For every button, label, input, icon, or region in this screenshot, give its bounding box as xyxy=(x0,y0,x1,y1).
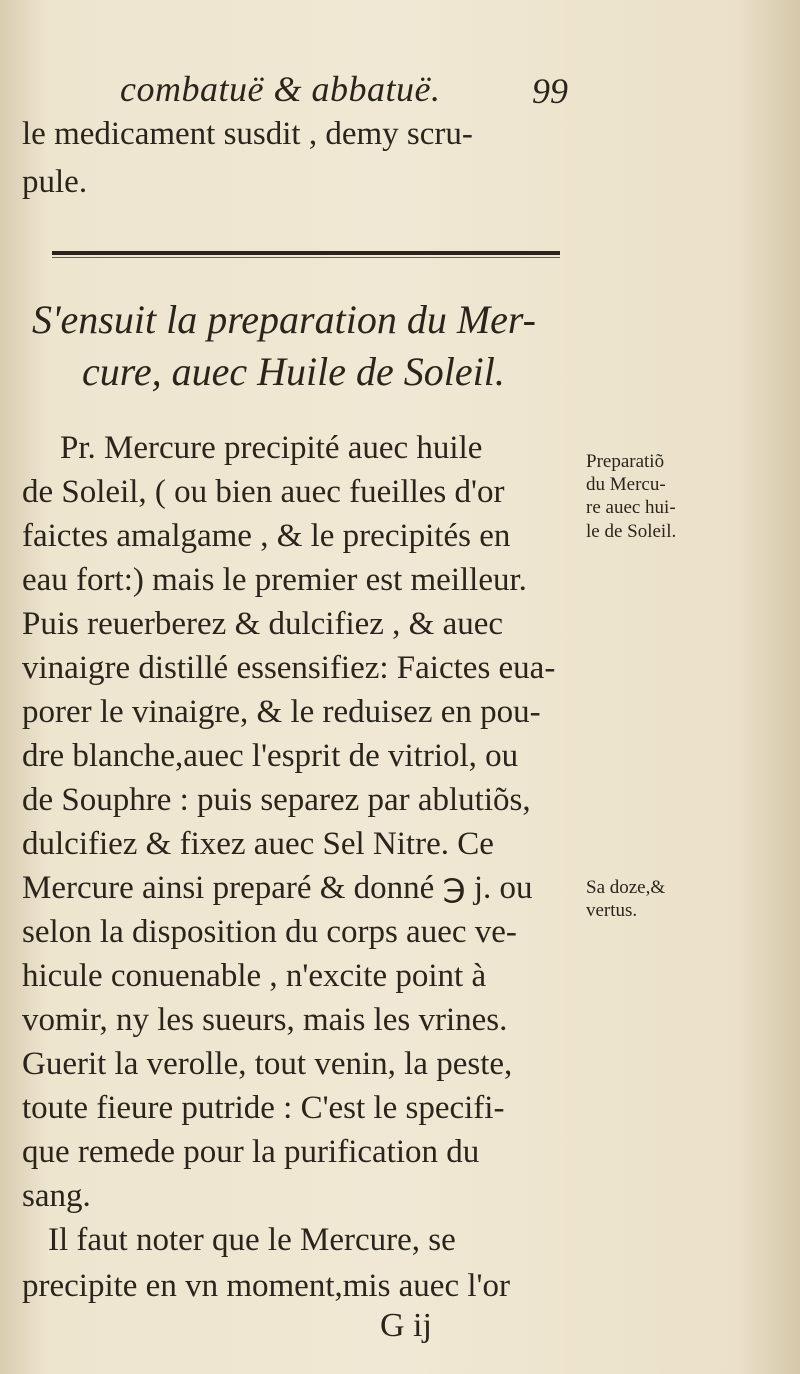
body-line: sang. xyxy=(22,1178,91,1214)
page-number: 99 xyxy=(532,71,568,111)
body-line: eau fort:) mais le premier est meilleur. xyxy=(22,562,527,598)
body-line: toute fieure putride : C'est le specifi- xyxy=(22,1090,505,1126)
body-line: vinaigre distillé essensifiez: Faictes eua- xyxy=(22,650,556,686)
body-line: Il faut noter que le Mercure, se xyxy=(48,1222,456,1258)
intro-line: le medicament susdit , demy scru- xyxy=(22,116,473,152)
section-divider-thin xyxy=(52,257,560,258)
body-line: Guerit la verolle, tout venin, la peste, xyxy=(22,1046,513,1082)
body-line: Mercure ainsi preparé & donné ℈ j. ou xyxy=(22,870,533,906)
body-line: selon la disposition du corps auec ve- xyxy=(22,914,517,950)
body-line: dre blanche,auec l'esprit de vitriol, ou xyxy=(22,738,519,774)
body-line: que remede pour la purification du xyxy=(22,1134,480,1170)
running-title: combatuë & abbatuë. xyxy=(120,69,441,109)
section-title-line: S'ensuit la preparation du Mer- xyxy=(32,297,537,342)
body-line: vomir, ny les sueurs, mais les vrines. xyxy=(22,1002,508,1038)
body-line: Pr. Mercure precipité auec huile xyxy=(60,430,483,466)
body-line: faictes amalgame , & le precipités en xyxy=(22,518,511,554)
body-line: precipite en vn moment,mis auec l'or xyxy=(22,1268,510,1304)
section-title-line: cure, auec Huile de Soleil. xyxy=(82,349,505,394)
body-line: hicule conuenable , n'excite point à xyxy=(22,958,487,994)
body-line: Puis reuerberez & dulcifiez , & auec xyxy=(22,606,504,642)
intro-line: pule. xyxy=(22,164,88,200)
section-divider xyxy=(52,251,560,255)
body-line: de Soleil, ( ou bien auec fueilles d'or xyxy=(22,474,505,510)
body-line: porer le vinaigre, & le reduisez en pou- xyxy=(22,694,541,730)
marginal-note: Sa doze,& vertus. xyxy=(586,877,666,922)
body-line: dulcifiez & fixez auec Sel Nitre. Ce xyxy=(22,826,494,862)
marginal-note: Preparatiõ du Mercu- re auec hui- le de Soleil. xyxy=(586,451,677,542)
signature-mark: G ij xyxy=(380,1307,432,1344)
page-header xyxy=(120,68,600,112)
body-line: de Souphre : puis separez par ablutiõs, xyxy=(22,782,531,818)
